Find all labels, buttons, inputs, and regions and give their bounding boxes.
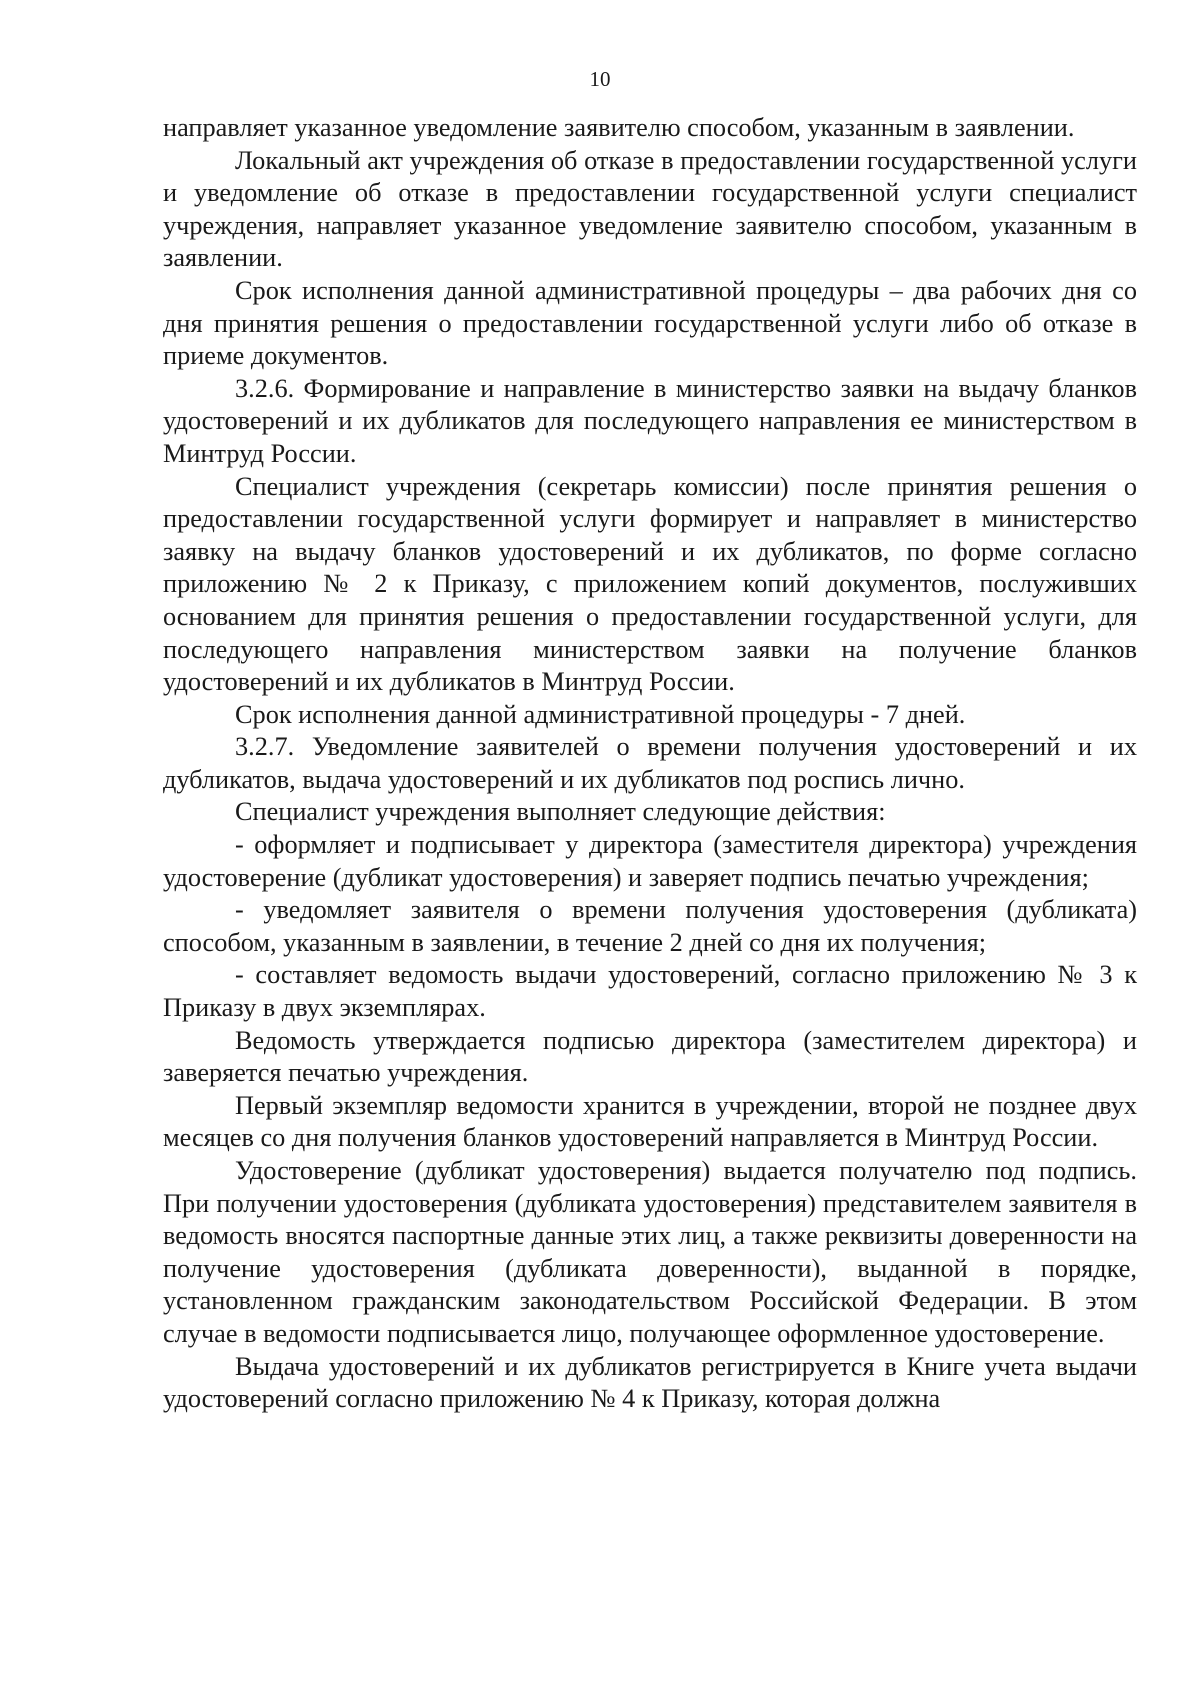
list-item: - оформляет и подписывает у директора (заместителя директора) учреждения удостоверение (дубликат удостоверения) и заверяет подпись печатью учреждения; <box>163 830 1137 892</box>
section-heading-paragraph: 3.2.6. Формирование и направление в министерство заявки на выдачу бланков удостоверений и их дубликатов для последующего направления ее министерством в Минтруд России. <box>163 373 1137 468</box>
paragraph: Первый экземпляр ведомости хранится в учреждении, второй не позднее двух месяцев со дня получения бланков удостоверений направляется в Минтруд России. <box>163 1090 1137 1153</box>
list-item: - уведомляет заявителя о времени получения удостоверения (дубликата) способом, указанным в заявлении, в течение 2 дней со дня их получения; <box>163 895 1137 957</box>
paragraph: Специалист учреждения (секретарь комиссии) после принятия решения о предоставлении государственной услуги формирует и направляет в министерство заявку на выдачу бланков удостоверений и их дубликатов, по форме согласно приложению № 2 к Приказу, с приложением копий документов, послуживших основанием для принятия решения о предоставлении государственной услуги, для последующего направления министерством заявки на получение бланков удостоверений и их дубликатов в Минтруд России. <box>163 471 1137 697</box>
paragraph: Ведомость утверждается подписью директора (заместителем директора) и заверяется печатью учреждения. <box>163 1025 1137 1088</box>
paragraph: Срок исполнения данной административной процедуры – два рабочих дня со дня принятия решения о предоставлении государственной услуги либо об отказе в приеме документов. <box>163 275 1137 371</box>
section-heading-paragraph: 3.2.7. Уведомление заявителей о времени получения удостоверений и их дубликатов, выдача удостоверений и их дубликатов под роспись лично. <box>163 732 1137 794</box>
document-body <box>163 112 1137 1416</box>
paragraph: направляет указанное уведомление заявителю способом, указанным в заявлении. <box>163 113 1075 142</box>
list-item: - составляет ведомость выдачи удостоверений, согласно приложению № 3 к Приказу в двух экземплярах. <box>163 960 1137 1023</box>
paragraph: Срок исполнения данной административной процедуры - 7 дней. <box>235 699 966 729</box>
paragraph: Локальный акт учреждения об отказе в предоставлении государственной услуги и уведомление об отказе в предоставлении государственной услуги специалист учреждения, направляет указанное уведомление заявителю способом, указанным в заявлении. <box>163 145 1137 273</box>
paragraph: Удостоверение (дубликат удостоверения) выдается получателю под подпись. При получении удостоверения (дубликата удостоверения) представителем заявителя в ведомость вносятся паспортные данные этих лиц, а также реквизиты доверенности на получение удостоверения (дубликата доверенности), выданной в порядке, установленном гражданским законодательством Российской Федерации. В этом случае в ведомости подписывается лицо, получающее оформленное удостоверение. <box>163 1156 1137 1348</box>
paragraph: Выдача удостоверений и их дубликатов регистрируется в Книге учета выдачи удостоверений согласно приложению № 4 к Приказу, которая должна <box>163 1351 1137 1414</box>
paragraph: Специалист учреждения выполняет следующие действия: <box>235 797 886 827</box>
page-number: 10 <box>589 67 611 91</box>
